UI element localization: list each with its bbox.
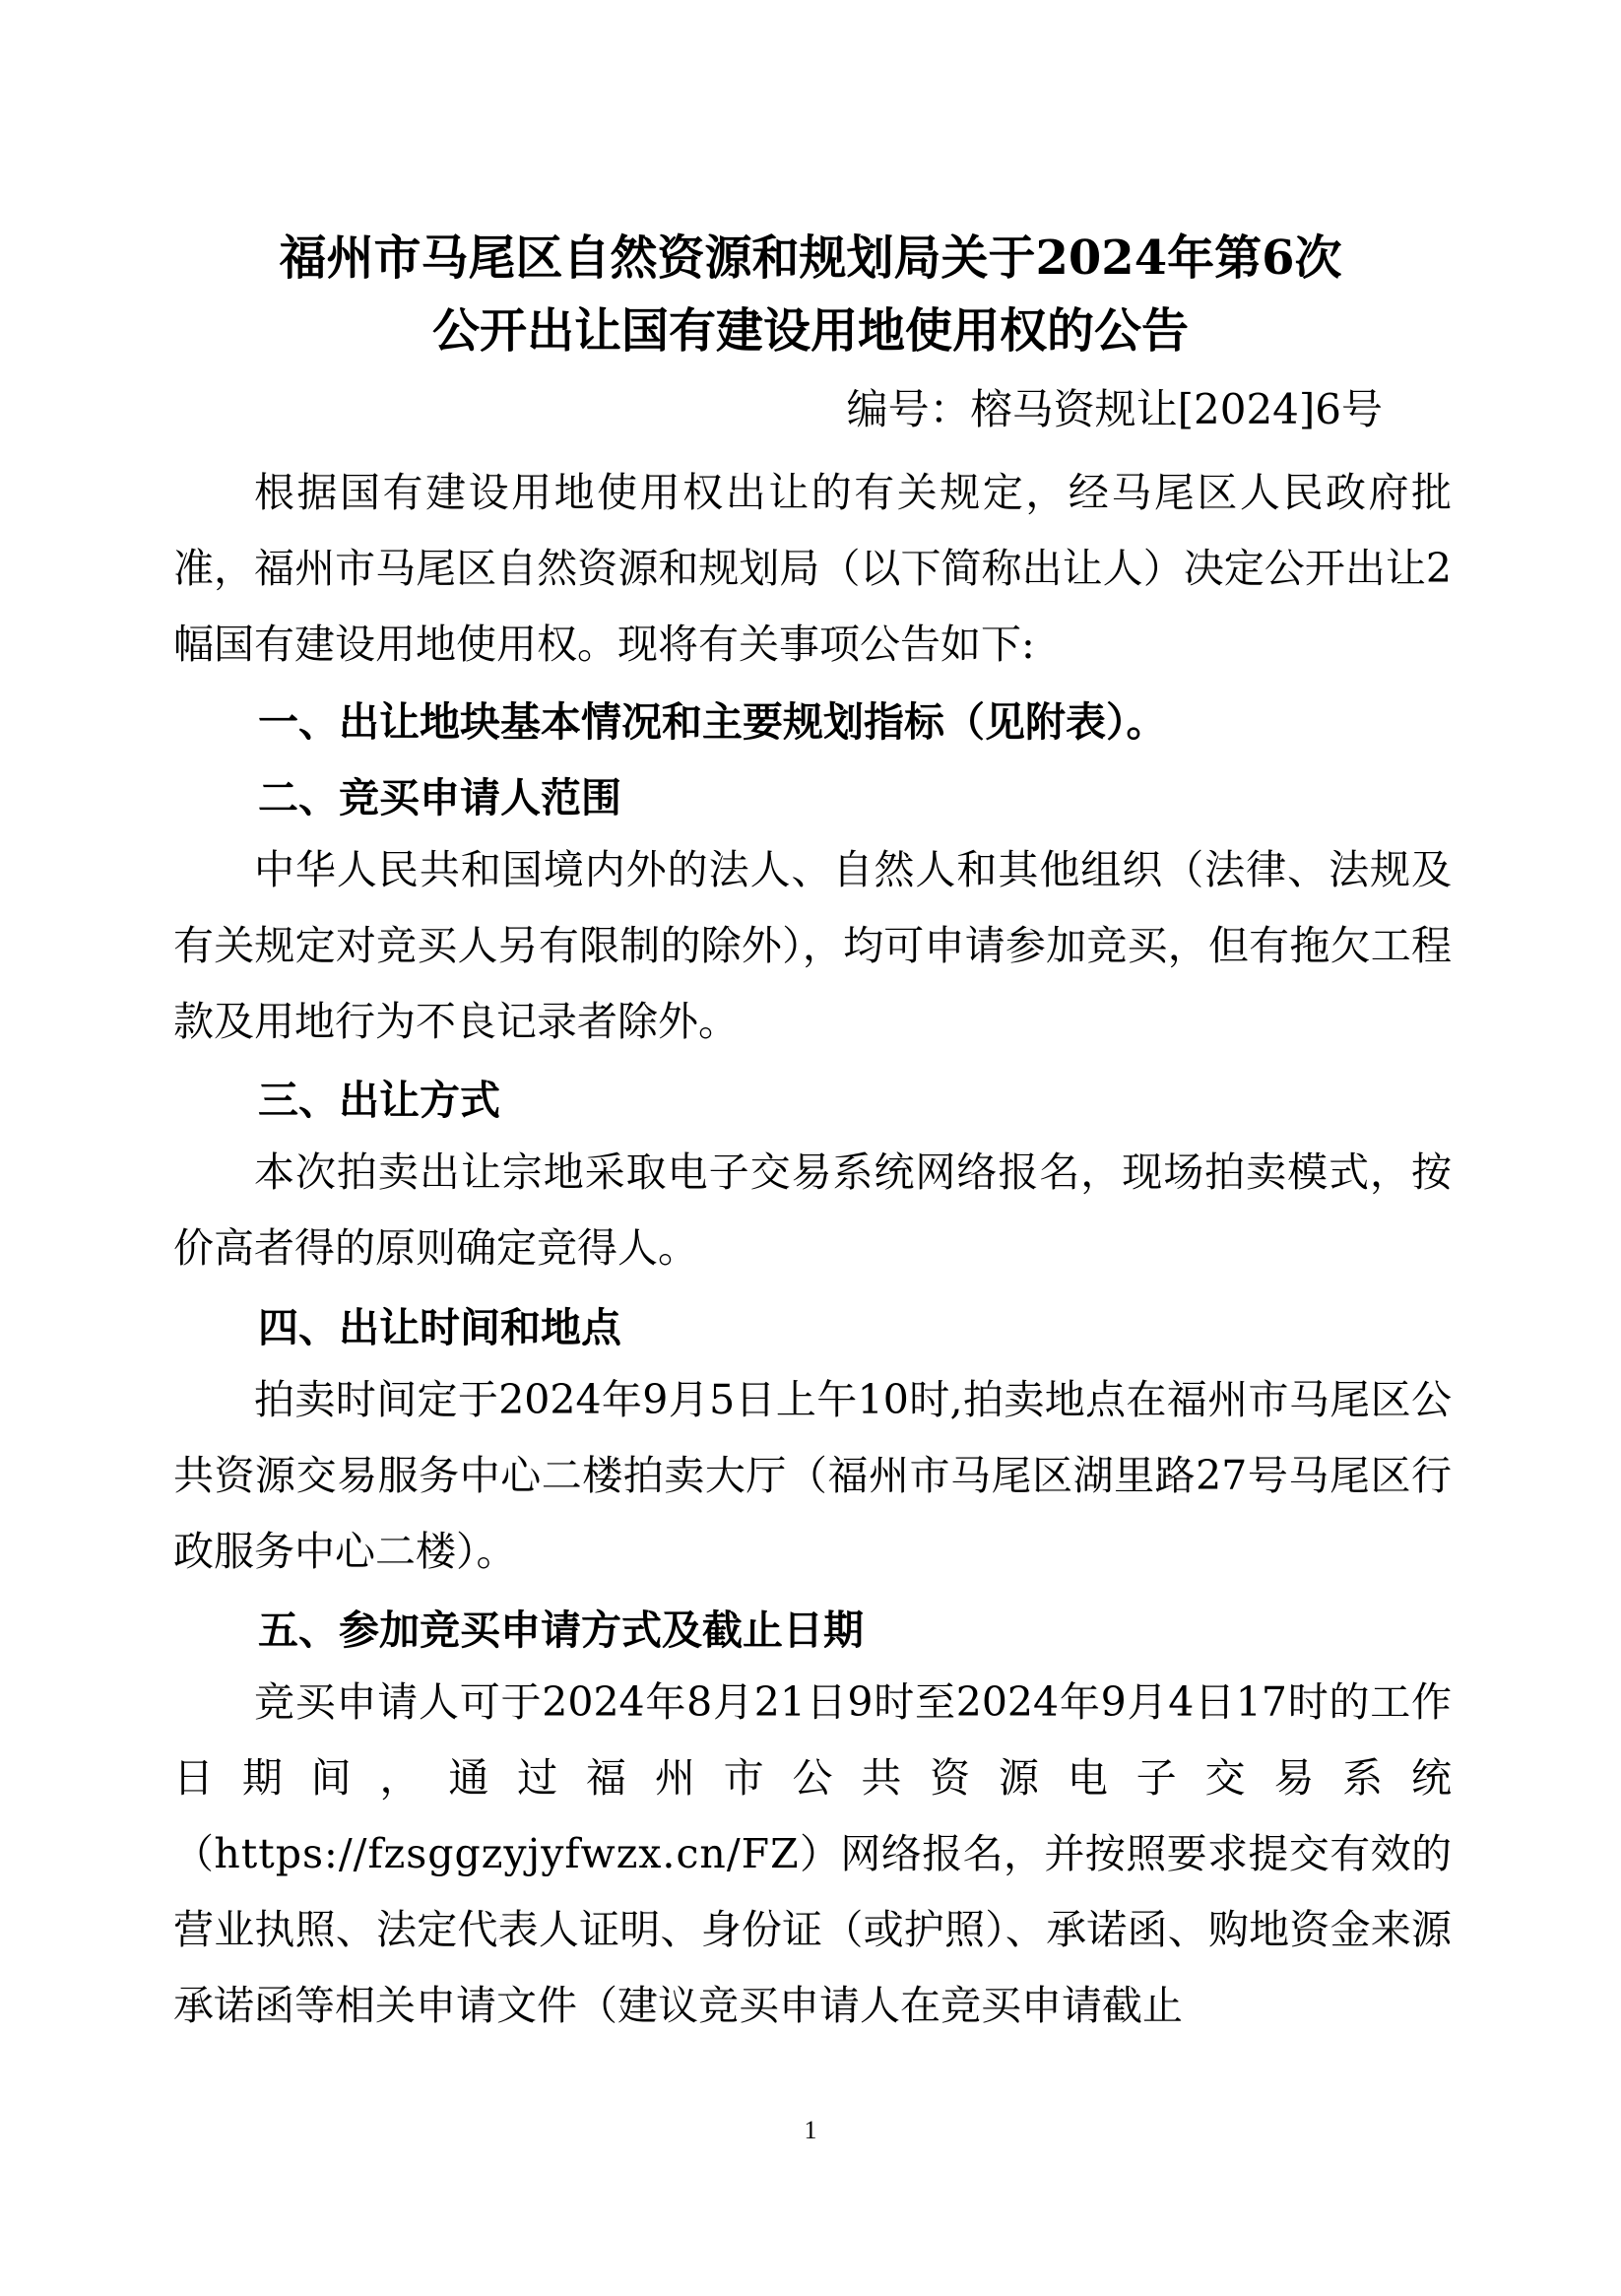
document-title-line-2: 公开出让国有建设用地使用权的公告 (431, 303, 1189, 359)
section-5-heading: 五、参加竞买申请方式及截止日期 (258, 1607, 864, 1654)
document-number: 编号：榕马资规让[2024]6号 (846, 385, 1383, 433)
section-2-heading: 二、竞买申请人范围 (258, 774, 621, 821)
section-3-body: 本次拍卖出让宗地采取电子交易系统网络报名，现场拍卖模式，按价高者得的原则确定竞得人。 (173, 1148, 1452, 1272)
registration-url: https://fzsggzyjyfwzx.cn/FZ (214, 1830, 800, 1877)
section-3-heading: 三、出让方式 (258, 1077, 500, 1124)
section-5-body-before-url: 竞买申请人可于2024年8月21日9时至2024年9月4日17时的工作日期间，通过福州市公共资源电子交易系统（ (173, 1678, 1452, 1877)
section-1-heading: 一、出让地块基本情况和主要规划指标（见附表）。 (258, 698, 1167, 746)
section-5-body (173, 1665, 1452, 2044)
document-title-line-1: 福州市马尾区自然资源和规划局关于2024年第6次 (279, 230, 1342, 286)
section-5-body-after-url: ）网络报名，并按照要求提交有效的营业执照、法定代表人证明、身份证（或护照）、承诺函、购地资金来源承诺函等相关申请文件（建议竞买申请人在竞买申请截止 (173, 1830, 1453, 2029)
section-4-heading: 四、出让时间和地点 (258, 1304, 621, 1351)
section-4-body: 拍卖时间定于2024年9月5日上午10时,拍卖地点在福州市马尾区公共资源交易服务中心二楼拍卖大厅（福州市马尾区湖里路27号马尾区行政服务中心二楼）。 (173, 1376, 1452, 1575)
intro-paragraph: 根据国有建设用地使用权出让的有关规定，经马尾区人民政府批准，福州市马尾区自然资源和规划局（以下简称出让人）决定公开出让2幅国有建设用地使用权。现将有关事项公告如下: (173, 469, 1452, 668)
section-2-body: 中华人民共和国境内外的法人、自然人和其他组织（法律、法规及有关规定对竞买人另有限制的除外），均可申请参加竞买，但有拖欠工程款及用地行为不良记录者除外。 (173, 846, 1452, 1045)
page-number: 1 (804, 2116, 817, 2144)
